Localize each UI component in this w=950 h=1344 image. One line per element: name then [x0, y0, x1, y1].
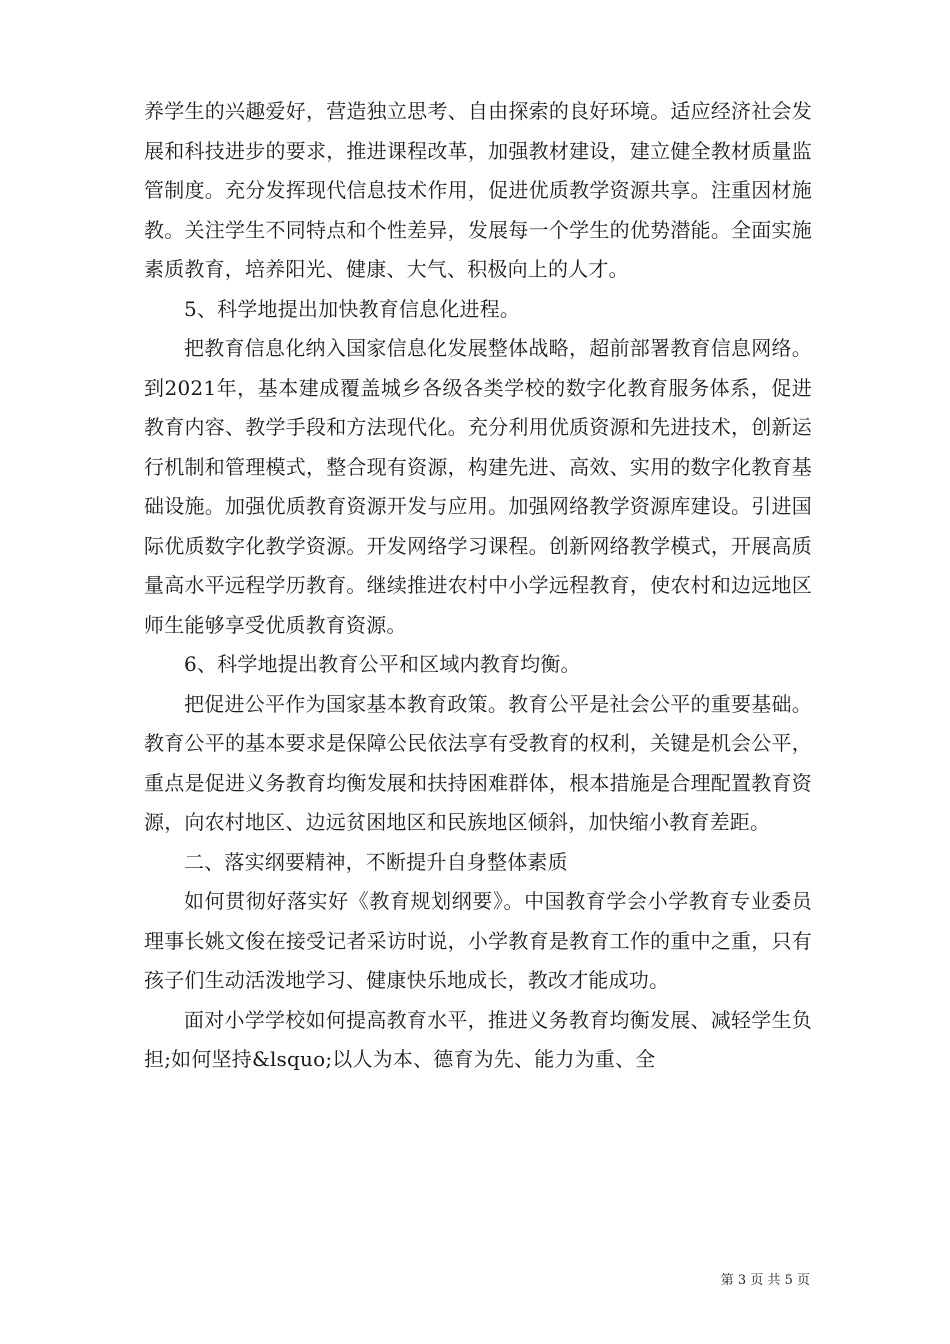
document-body [144, 92, 812, 1080]
paragraph-equity: 把促进公平作为国家基本教育政策。教育公平是社会公平的重要基础。教育公平的基本要求是保障公民依法享有受教育的权利，关键是机会公平，重点是促进义务教育均衡发展和扶持困难群体，根本措施是合理配置教育资源，向农村地区、边远贫困地区和民族地区倾斜，加快缩小教育差距。 [144, 691, 812, 834]
heading-item-6: 6、科学地提出教育公平和区域内教育均衡。 [184, 652, 581, 676]
paragraph-1: 养学生的兴趣爱好，营造独立思考、自由探索的良好环境。适应经济社会发展和科技进步的要求，推进课程改革，加强教材建设，建立健全教材质量监管制度。充分发挥现代信息技术作用，促进优质教学资源共享。注重因材施教。关注学生不同特点和个性差异，发展每一个学生的优势潜能。全面实施素质教育，培养阳光、健康、大气、积极向上的人才。 [144, 99, 812, 281]
paragraph-primary-schools: 面对小学学校如何提高教育水平，推进义务教育均衡发展、减轻学生负担;如何坚持&lsquo;以人为本、德育为先、能力为重、全 [144, 1007, 812, 1071]
page-number: 第 3 页 共 5 页 [720, 1273, 810, 1288]
section-heading-2: 二、落实纲要精神，不断提升自身整体素质 [184, 849, 568, 874]
paragraph-informatization: 把教育信息化纳入国家信息化发展整体战略，超前部署教育信息网络。到2021年，基本建成覆盖城乡各级各类学校的数字化教育服务体系，促进教育内容、教学手段和方法现代化。充分利用优质资源和先进技术，创新运行机制和管理模式，整合现有资源，构建先进、高效、实用的数字化教育基础设施。加强优质教育资源开发与应用。加强网络教学资源库建设。引进国际优质数字化教学资源。开发网络学习课程。创新网络教学模式，开展高质量高水平远程学历教育。继续推进农村中小学远程教育，使农村和边远地区师生能够享受优质教育资源。 [144, 336, 812, 637]
heading-item-5: 5、科学地提出加快教育信息化进程。 [184, 296, 521, 321]
paragraph-implementation: 如何贯彻好落实好《教育规划纲要》。中国教育学会小学教育专业委员理事长姚文俊在接受记者采访时说，小学教育是教育工作的重中之重，只有孩子们生动活泼地学习、健康快乐地成长，教改才能成功。 [144, 889, 812, 992]
